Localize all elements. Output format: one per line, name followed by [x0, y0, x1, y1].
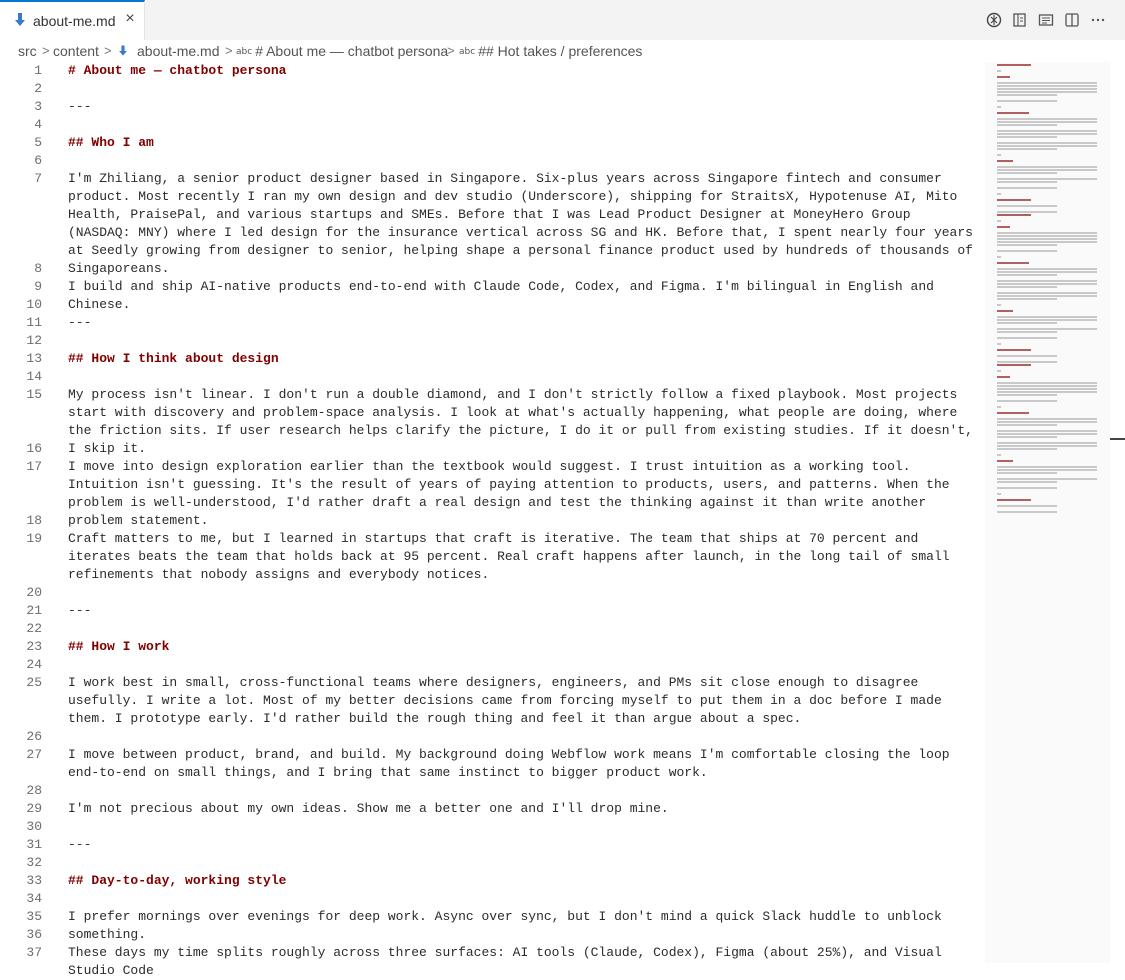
- symbol-string-icon: abc: [459, 47, 476, 57]
- open-preview-icon[interactable]: [1011, 11, 1029, 29]
- line-number: 28: [26, 783, 42, 798]
- minimap-line: [997, 442, 1097, 444]
- minimap-line: [997, 262, 1029, 264]
- minimap-line: [997, 454, 1001, 456]
- minimap-line: [997, 100, 1057, 102]
- minimap-line: [997, 391, 1097, 393]
- tab-label: about-me.md: [33, 13, 116, 29]
- line-number: 17: [26, 459, 42, 474]
- minimap-line: [997, 241, 1097, 243]
- scrollbar-position-marker[interactable]: [1110, 438, 1125, 440]
- close-icon[interactable]: ×: [125, 10, 135, 27]
- minimap-line: [997, 418, 1097, 420]
- minimap-line: [997, 256, 1001, 258]
- minimap-line: [997, 481, 1057, 483]
- line-number: 14: [26, 369, 42, 384]
- breadcrumb-item-file[interactable]: about-me.md: [137, 43, 220, 59]
- tab-about-me[interactable]: [0, 0, 145, 40]
- minimap-line: [997, 181, 1057, 183]
- minimap-line: [997, 70, 1001, 72]
- minimap-line: [997, 169, 1097, 171]
- text-line[interactable]: I'm Zhiliang, a senior product designer based in Singapore. Six-plus years across Singapore fintech and consumer product. Most recently I ran my own design and dev studio (Underscore), shipping for StraitsX, Hypotenuse AI, Mito Health, PraisePal, and various startups and SMEs. Before that I was Lead Product Designer at MoneyHero Group (NASDAQ: MNY) where I led design for the insurance vertical across SG and HK. Before that, I spent nearly four years at Seedly growing from designer to senior, helping shape a personal finance product used by hundreds of thousands of Singaporeans.: [68, 171, 981, 276]
- line-number: 36: [26, 927, 42, 942]
- markdown-heading-line[interactable]: ## How I work: [68, 639, 170, 654]
- text-line[interactable]: I build and ship AI-native products end-to-end with Claude Code, Codex, and Figma. I'm bilingual in English and Chinese.: [68, 279, 942, 312]
- minimap-line: [997, 112, 1029, 114]
- minimap-line: [997, 205, 1057, 207]
- minimap-line: [997, 304, 1001, 306]
- line-number: 8: [34, 261, 42, 276]
- minimap-line: [997, 283, 1097, 285]
- minimap-line: [997, 235, 1097, 237]
- minimap-line: [997, 124, 1057, 126]
- minimap-line: [997, 364, 1031, 366]
- horizontal-rule-line[interactable]: ---: [68, 603, 92, 618]
- minimap-line: [997, 193, 1001, 195]
- editor[interactable]: [0, 62, 985, 978]
- text-line[interactable]: Craft matters to me, but I learned in startups that craft is iterative. The team that ships at 70 percent and iterates beats the team that holds back at 95 percent. Real craft happens after launch, in the long tail of small refinements that nobody assigns and everybody notices.: [68, 531, 958, 582]
- horizontal-rule-line[interactable]: ---: [68, 315, 92, 330]
- line-number: 1: [34, 63, 42, 78]
- minimap-line: [997, 298, 1057, 300]
- tab-bar: [0, 0, 1125, 41]
- minimap-line: [997, 511, 1057, 513]
- minimap-line: [997, 388, 1097, 390]
- minimap-line: [997, 310, 1013, 312]
- minimap-line: [997, 460, 1013, 462]
- minimap-line: [997, 226, 1010, 228]
- more-actions-icon[interactable]: [1089, 11, 1107, 29]
- minimap-line: [997, 349, 1031, 351]
- line-number: 19: [26, 531, 42, 546]
- minimap-line: [997, 430, 1097, 432]
- minimap-line: [997, 166, 1097, 168]
- minimap-line: [997, 154, 1001, 156]
- minimap-line: [997, 478, 1097, 480]
- minimap-line: [997, 145, 1097, 147]
- minimap-line: [997, 466, 1097, 468]
- chevron-right-icon: >: [42, 43, 50, 58]
- line-number: 35: [26, 909, 42, 924]
- minimap-line: [997, 295, 1097, 297]
- line-number: 21: [26, 603, 42, 618]
- breadcrumb: [0, 40, 1125, 62]
- line-number: 20: [26, 585, 42, 600]
- minimap-line: [997, 199, 1031, 201]
- minimap-line: [997, 280, 1097, 282]
- minimap-line: [997, 82, 1097, 84]
- minimap-line: [997, 505, 1057, 507]
- chatgpt-icon[interactable]: [985, 11, 1003, 29]
- minimap-line: [997, 268, 1097, 270]
- minimap-line: [997, 274, 1057, 276]
- line-number: 37: [26, 945, 42, 960]
- minimap-line: [997, 322, 1057, 324]
- minimap-line: [997, 394, 1057, 396]
- minimap-line: [997, 493, 1001, 495]
- line-number: 30: [26, 819, 42, 834]
- minimap-line: [997, 106, 1001, 108]
- minimap-line: [997, 400, 1057, 402]
- chevron-right-icon: >: [447, 43, 455, 58]
- minimap-line: [997, 244, 1057, 246]
- minimap-line: [997, 220, 1001, 222]
- symbol-string-icon: abc: [236, 47, 253, 57]
- minimap-line: [997, 385, 1097, 387]
- markdown-file-icon: [14, 11, 26, 29]
- line-number: 31: [26, 837, 42, 852]
- breadcrumb-item-content[interactable]: content: [53, 43, 99, 59]
- chevron-right-icon: >: [225, 43, 233, 58]
- line-number: 15: [26, 387, 42, 402]
- minimap-line: [997, 238, 1097, 240]
- minimap-line: [997, 286, 1057, 288]
- minimap-line: [997, 94, 1057, 96]
- text-line[interactable]: I work best in small, cross-functional teams where designers, engineers, and PMs sit close enough to disagree usefully. I write a lot. Most of my better decisions came from forcing myself to put them in a doc before I made them. I prototype early. I'd rather build the rough thing and feel it than argue about a spec.: [68, 675, 950, 726]
- line-number: 25: [26, 675, 42, 690]
- minimap-line: [997, 331, 1057, 333]
- line-number: 12: [26, 333, 42, 348]
- chevron-right-icon: >: [104, 43, 112, 58]
- markdown-file-icon: [118, 44, 128, 58]
- markdown-heading-line[interactable]: # About me — chatbot persona: [68, 63, 287, 78]
- breadcrumb-item-heading-2[interactable]: [459, 43, 642, 59]
- minimap-line: [997, 178, 1097, 180]
- horizontal-rule-line[interactable]: ---: [68, 837, 92, 852]
- line-number: 18: [26, 513, 42, 528]
- line-number: 23: [26, 639, 42, 654]
- line-number: 11: [26, 315, 42, 330]
- line-number: 27: [26, 747, 42, 762]
- line-number: 26: [26, 729, 42, 744]
- minimap-line: [997, 448, 1057, 450]
- line-number: 2: [34, 81, 42, 96]
- line-number: 33: [26, 873, 42, 888]
- text-line[interactable]: My process isn't linear. I don't run a double diamond, and I don't strictly follow a fixed playbook. Most projects start with discovery and problem-space analysis. I look at what's actually happening, what people are doing, where the friction sits. If user research helps clarify the picture, I do it or pull from existing studies. If it doesn't, I skip it.: [68, 387, 981, 456]
- minimap-line: [997, 118, 1097, 120]
- minimap[interactable]: [985, 62, 1110, 963]
- minimap-line: [997, 85, 1097, 87]
- split-editor-icon[interactable]: [1063, 11, 1081, 29]
- minimap-line: [997, 133, 1097, 135]
- minimap-line: [997, 436, 1057, 438]
- breadcrumb-heading-2-label: ## Hot takes / preferences: [478, 43, 643, 59]
- text-line[interactable]: I'm not precious about my own ideas. Show me a better one and I'll drop mine.: [68, 801, 669, 816]
- minimap-line: [997, 232, 1097, 234]
- minimap-line: [997, 91, 1097, 93]
- minimap-line: [997, 424, 1057, 426]
- line-number: 22: [26, 621, 42, 636]
- minimap-line: [997, 472, 1057, 474]
- line-number: 34: [26, 891, 42, 906]
- minimap-line: [997, 160, 1013, 162]
- minimap-line: [997, 406, 1001, 408]
- minimap-line: [997, 343, 1001, 345]
- minimap-line: [997, 211, 1057, 213]
- minimap-line: [997, 433, 1097, 435]
- preview-side-icon[interactable]: [1037, 11, 1055, 29]
- minimap-line: [997, 421, 1097, 423]
- minimap-line: [997, 271, 1097, 273]
- minimap-line: [997, 469, 1097, 471]
- minimap-line: [997, 214, 1031, 216]
- text-line[interactable]: I prefer mornings over evenings for deep work. Async over sync, but I don't mind a quick Slack huddle to unblock something.: [68, 909, 950, 942]
- minimap-line: [997, 121, 1097, 123]
- minimap-line: [997, 328, 1097, 330]
- breadcrumb-heading-1-label: # About me — chatbot persona: [255, 43, 449, 59]
- text-line[interactable]: I move between product, brand, and build. My background doing Webflow work means I'm comfortable closing the loop end-to-end on small things, and I bring that same instinct to bigger product work.: [68, 747, 958, 780]
- minimap-line: [997, 187, 1057, 189]
- line-number: 32: [26, 855, 42, 870]
- minimap-line: [997, 487, 1057, 489]
- minimap-line: [997, 412, 1029, 414]
- minimap-line: [997, 337, 1057, 339]
- minimap-line: [997, 361, 1057, 363]
- line-number: 24: [26, 657, 42, 672]
- minimap-line: [997, 445, 1097, 447]
- minimap-line: [997, 172, 1057, 174]
- text-line[interactable]: These days my time splits roughly across three surfaces: AI tools (Claude, Codex), Figma (about 25%), and Visual Studio Code: [68, 945, 950, 978]
- minimap-line: [997, 250, 1057, 252]
- markdown-heading-line[interactable]: ## Who I am: [68, 135, 154, 150]
- line-number: 6: [34, 153, 42, 168]
- line-number: 13: [26, 351, 42, 366]
- minimap-line: [997, 64, 1031, 66]
- minimap-line: [997, 370, 1001, 372]
- breadcrumb-item-src[interactable]: src: [18, 43, 37, 59]
- line-number: 4: [34, 117, 42, 132]
- minimap-line: [997, 76, 1010, 78]
- line-number: 9: [34, 279, 42, 294]
- minimap-line: [997, 316, 1097, 318]
- line-number: 10: [26, 297, 42, 312]
- minimap-line: [997, 130, 1097, 132]
- minimap-line: [997, 499, 1031, 501]
- minimap-line: [997, 88, 1097, 90]
- line-number: 16: [26, 441, 42, 456]
- minimap-line: [997, 148, 1057, 150]
- minimap-line: [997, 382, 1097, 384]
- minimap-line: [997, 142, 1097, 144]
- line-number: 3: [34, 99, 42, 114]
- minimap-line: [997, 136, 1057, 138]
- line-number: 29: [26, 801, 42, 816]
- line-number: 5: [34, 135, 42, 150]
- breadcrumb-item-heading-1[interactable]: [236, 43, 448, 59]
- markdown-heading-line[interactable]: ## How I think about design: [68, 351, 279, 366]
- markdown-heading-line[interactable]: ## Day-to-day, working style: [68, 873, 287, 888]
- minimap-line: [997, 355, 1057, 357]
- horizontal-rule-line[interactable]: ---: [68, 99, 92, 114]
- text-line[interactable]: I move into design exploration earlier than the textbook would suggest. I trust intuition as a working tool. Intuition isn't guessing. It's the result of years of paying attention to products, users, and patterns. When the problem is well-understood, I'd rather draft a real design and test the thinking against it than write another problem statement.: [68, 459, 958, 528]
- minimap-line: [997, 376, 1010, 378]
- line-number: 7: [34, 171, 42, 186]
- minimap-line: [997, 292, 1097, 294]
- minimap-line: [997, 319, 1097, 321]
